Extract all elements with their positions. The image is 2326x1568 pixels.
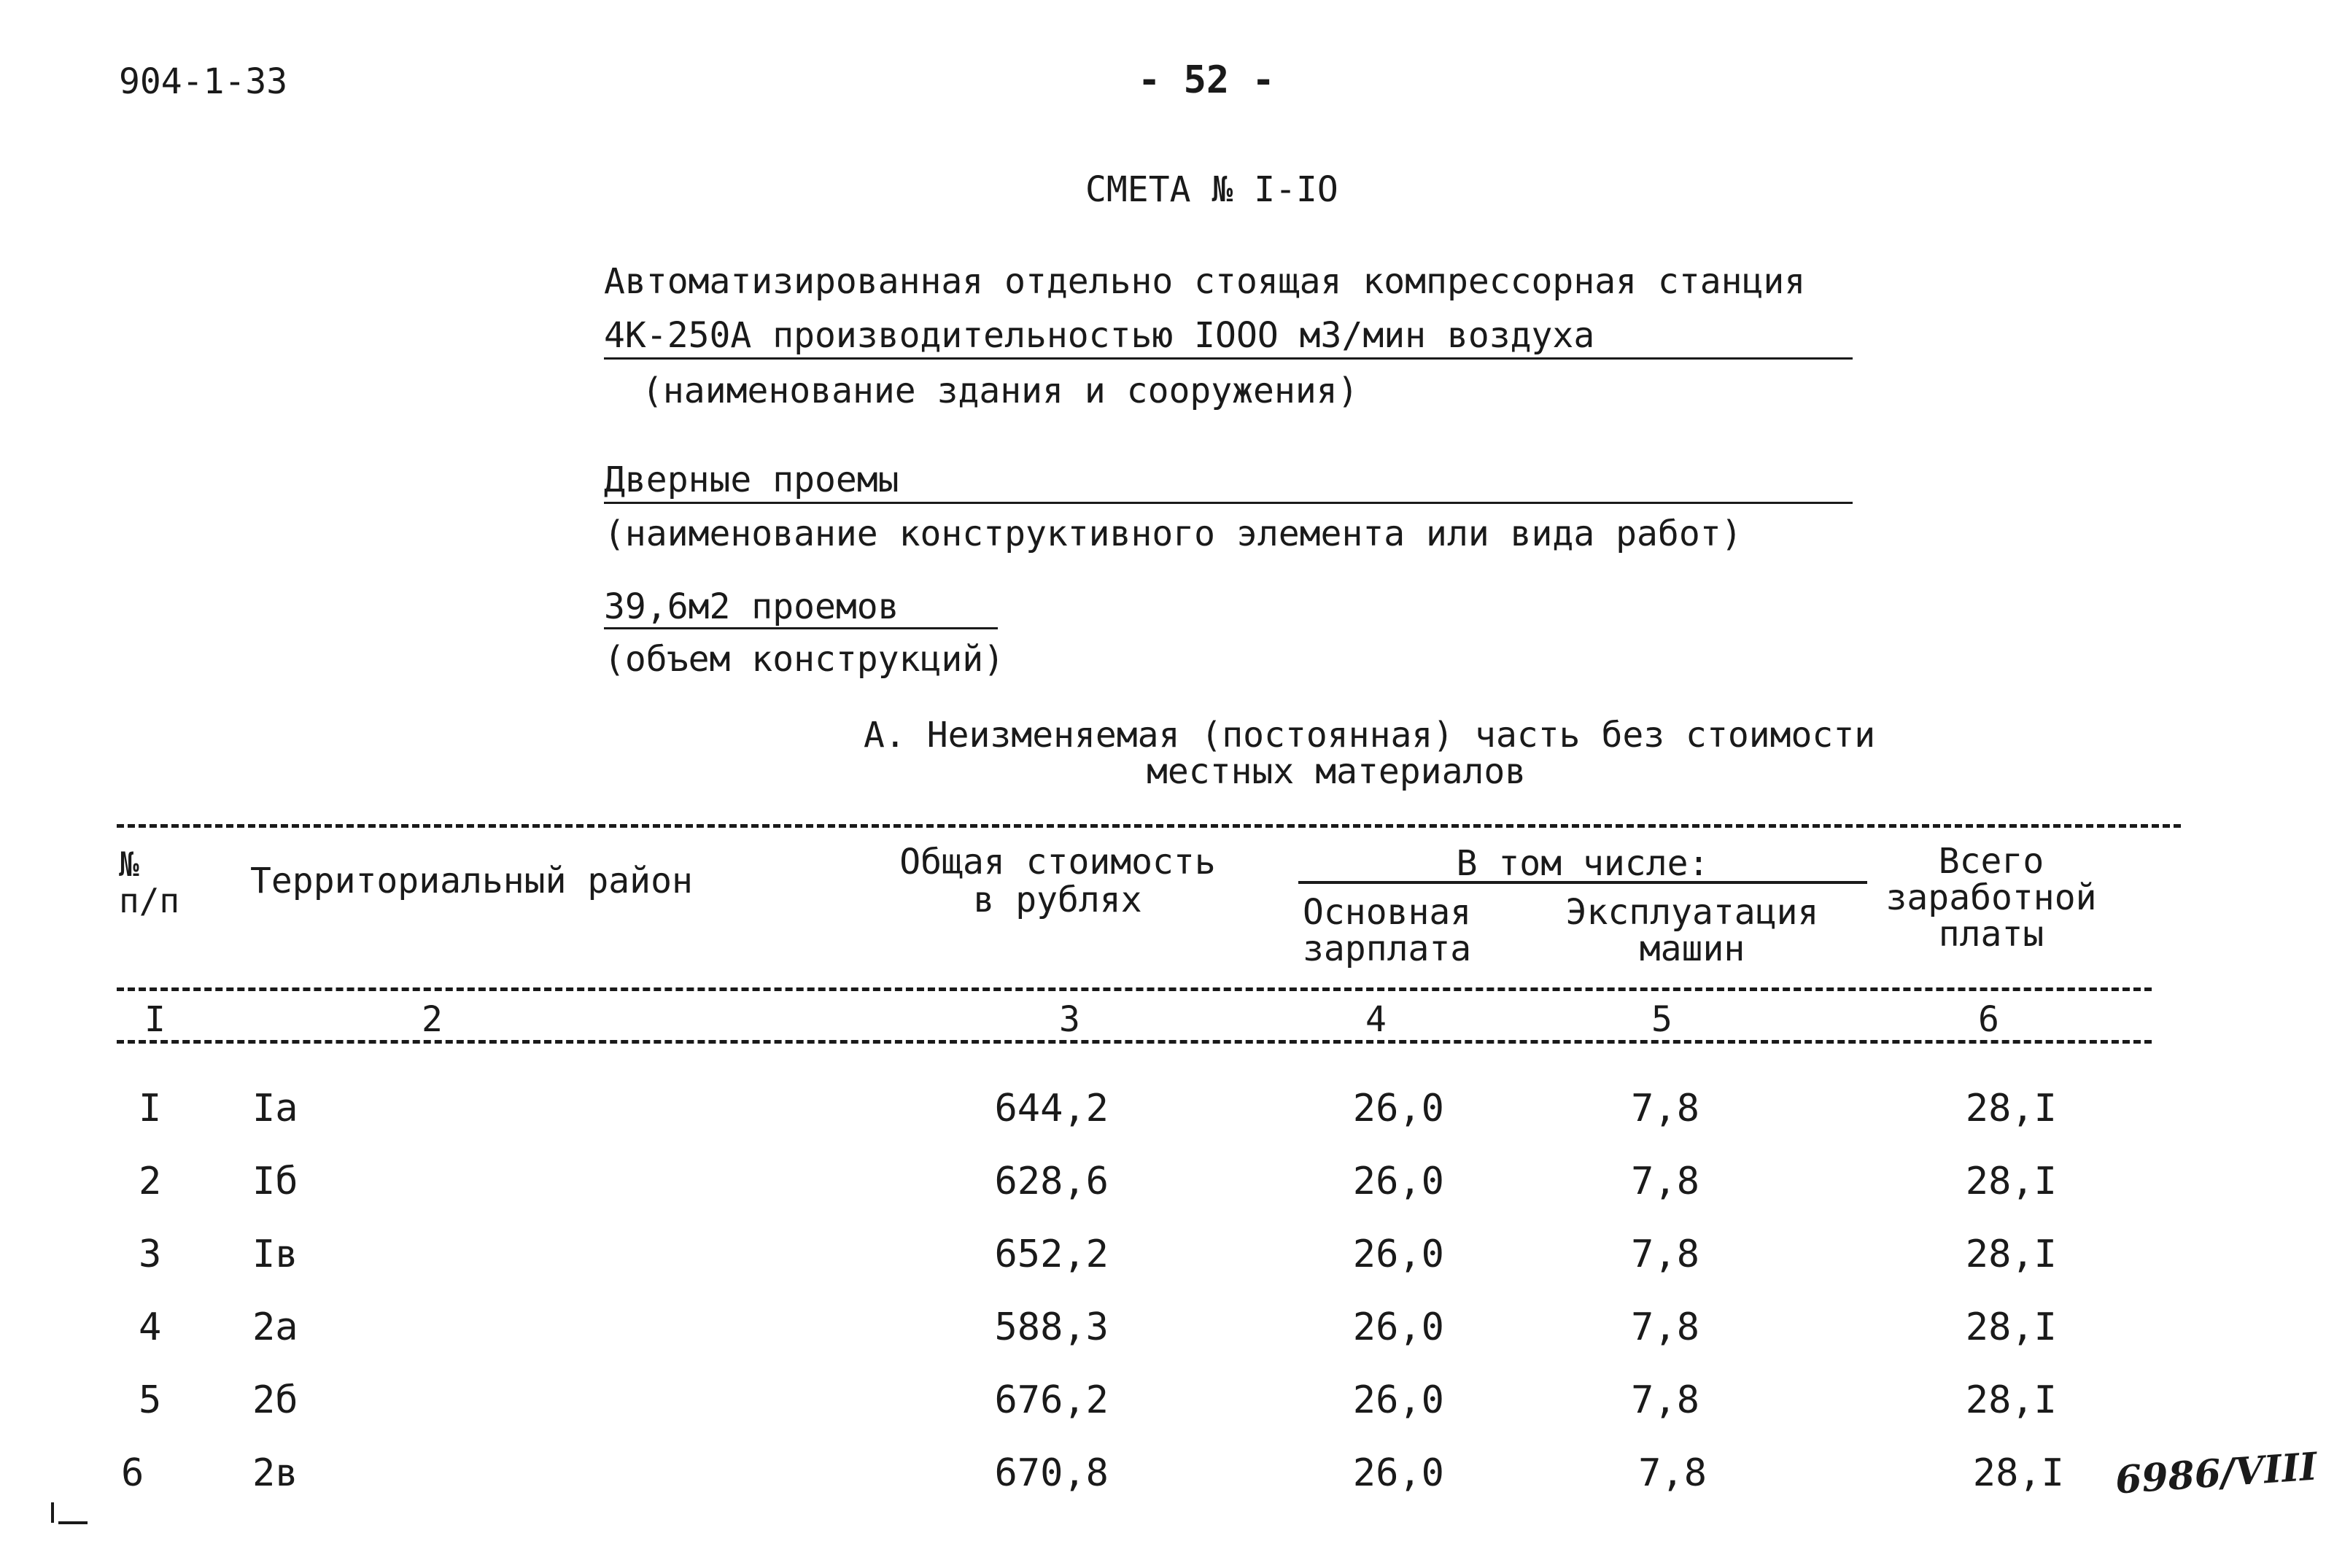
row-total-wages: 28,I xyxy=(1965,1305,2057,1349)
header-bottom-rule xyxy=(117,987,2152,991)
column-number-6: 6 xyxy=(1978,999,1999,1040)
row-total-wages: 28,I xyxy=(1972,1451,2064,1495)
structural-element-caption: (наименование конструктивного элемента или вида работ) xyxy=(604,513,1742,554)
margin-mark xyxy=(51,1502,54,1523)
column-number-rule xyxy=(117,1040,2152,1044)
header-base-salary-line1: Основная xyxy=(1303,892,1472,933)
building-name-caption: (наименование здания и сооружения) xyxy=(642,370,1359,411)
row-num: 6 xyxy=(121,1451,144,1495)
row-base-salary: 26,0 xyxy=(1352,1087,1444,1130)
row-machines: 7,8 xyxy=(1638,1451,1707,1495)
row-machines: 7,8 xyxy=(1631,1378,1699,1422)
row-district: 2а xyxy=(252,1305,298,1349)
table-row xyxy=(0,1160,2326,1233)
column-number-3: 3 xyxy=(1059,999,1080,1040)
row-total-cost: 652,2 xyxy=(994,1233,1109,1276)
header-total-cost-line2: в рублях xyxy=(973,880,1142,920)
row-num: 3 xyxy=(139,1233,162,1276)
row-machines: 7,8 xyxy=(1631,1160,1699,1203)
row-machines: 7,8 xyxy=(1631,1305,1699,1349)
column-number-5: 5 xyxy=(1651,999,1672,1040)
row-base-salary: 26,0 xyxy=(1352,1451,1444,1495)
row-total-cost: 670,8 xyxy=(994,1451,1109,1495)
page-number: - 52 - xyxy=(1138,58,1275,102)
row-total-cost: 628,6 xyxy=(994,1160,1109,1203)
header-machines xyxy=(1554,894,1831,967)
margin-mark-tick xyxy=(58,1521,88,1524)
row-machines: 7,8 xyxy=(1631,1087,1699,1130)
row-base-salary: 26,0 xyxy=(1352,1160,1444,1203)
row-num: 4 xyxy=(139,1305,162,1349)
row-num: I xyxy=(139,1087,162,1130)
row-base-salary: 26,0 xyxy=(1352,1378,1444,1422)
row-base-salary: 26,0 xyxy=(1352,1233,1444,1276)
section-heading-line1: А. Неизменяемая (постоянная) часть без стоимости xyxy=(864,715,1876,756)
row-district: 2б xyxy=(252,1378,298,1422)
building-name-line1: Автоматизированная отдельно стоящая компрессорная станция xyxy=(604,261,1806,302)
header-total-wages-line1: Всего xyxy=(1938,841,2044,882)
row-district: Iб xyxy=(252,1160,298,1203)
header-total-wages-line3: платы xyxy=(1938,914,2044,955)
volume-caption: (объем конструкций) xyxy=(604,639,1005,680)
row-num: 2 xyxy=(139,1160,162,1203)
row-base-salary: 26,0 xyxy=(1352,1305,1444,1349)
header-total-wages xyxy=(1882,841,2101,955)
building-name-line2: 4К-250А производительностью IOOO м3/мин воздуха xyxy=(604,315,1595,356)
table-row xyxy=(0,1087,2326,1160)
header-base-salary-line2: зарплата xyxy=(1303,928,1472,969)
table-row xyxy=(0,1451,2326,1524)
structural-element-underline xyxy=(604,502,1853,504)
row-total-wages: 28,I xyxy=(1965,1160,2057,1203)
table-top-rule xyxy=(117,824,2181,828)
document-code: 904-1-33 xyxy=(119,61,288,102)
table-row xyxy=(0,1378,2326,1451)
structural-element: Дверные проемы xyxy=(604,459,899,500)
header-total-cost-line1: Общая стоимость xyxy=(899,842,1216,882)
header-including: В том числе: xyxy=(1456,843,1710,884)
header-total-wages-line2: заработной xyxy=(1885,877,2097,918)
header-district: Территориальный район xyxy=(250,861,693,901)
row-total-cost: 676,2 xyxy=(994,1378,1109,1422)
row-num: 5 xyxy=(139,1378,162,1422)
building-name-underline xyxy=(604,357,1853,360)
volume-value: 39,6м2 проемов xyxy=(604,586,899,627)
table-row xyxy=(0,1233,2326,1305)
table-row xyxy=(0,1305,2326,1378)
row-total-wages: 28,I xyxy=(1965,1233,2057,1276)
row-total-cost: 588,3 xyxy=(994,1305,1109,1349)
handwritten-note: 6986/VIII xyxy=(2114,1444,2319,1503)
header-including-rule xyxy=(1298,881,1867,884)
row-total-cost: 644,2 xyxy=(994,1087,1109,1130)
row-district: Iа xyxy=(252,1087,298,1130)
row-total-wages: 28,I xyxy=(1965,1378,2057,1422)
section-heading-line2: местных материалов xyxy=(1147,751,1527,792)
header-total-cost xyxy=(868,843,1247,919)
estimate-title: СМЕТА № I-IO xyxy=(1085,169,1338,210)
column-number-4: 4 xyxy=(1365,999,1387,1040)
row-district: Iв xyxy=(252,1233,298,1276)
row-district: 2в xyxy=(252,1451,298,1495)
column-number-1: I xyxy=(144,999,166,1040)
volume-underline xyxy=(604,627,998,629)
row-total-wages: 28,I xyxy=(1965,1087,2057,1130)
row-machines: 7,8 xyxy=(1631,1233,1699,1276)
header-machines-line2: машин xyxy=(1639,928,1745,969)
header-base-salary xyxy=(1303,894,1471,967)
header-num xyxy=(119,846,179,919)
header-num-line1: № xyxy=(119,845,139,884)
header-num-line2: п/п xyxy=(119,881,180,920)
header-machines-line1: Эксплуатация xyxy=(1565,892,1819,933)
column-number-2: 2 xyxy=(422,999,443,1040)
